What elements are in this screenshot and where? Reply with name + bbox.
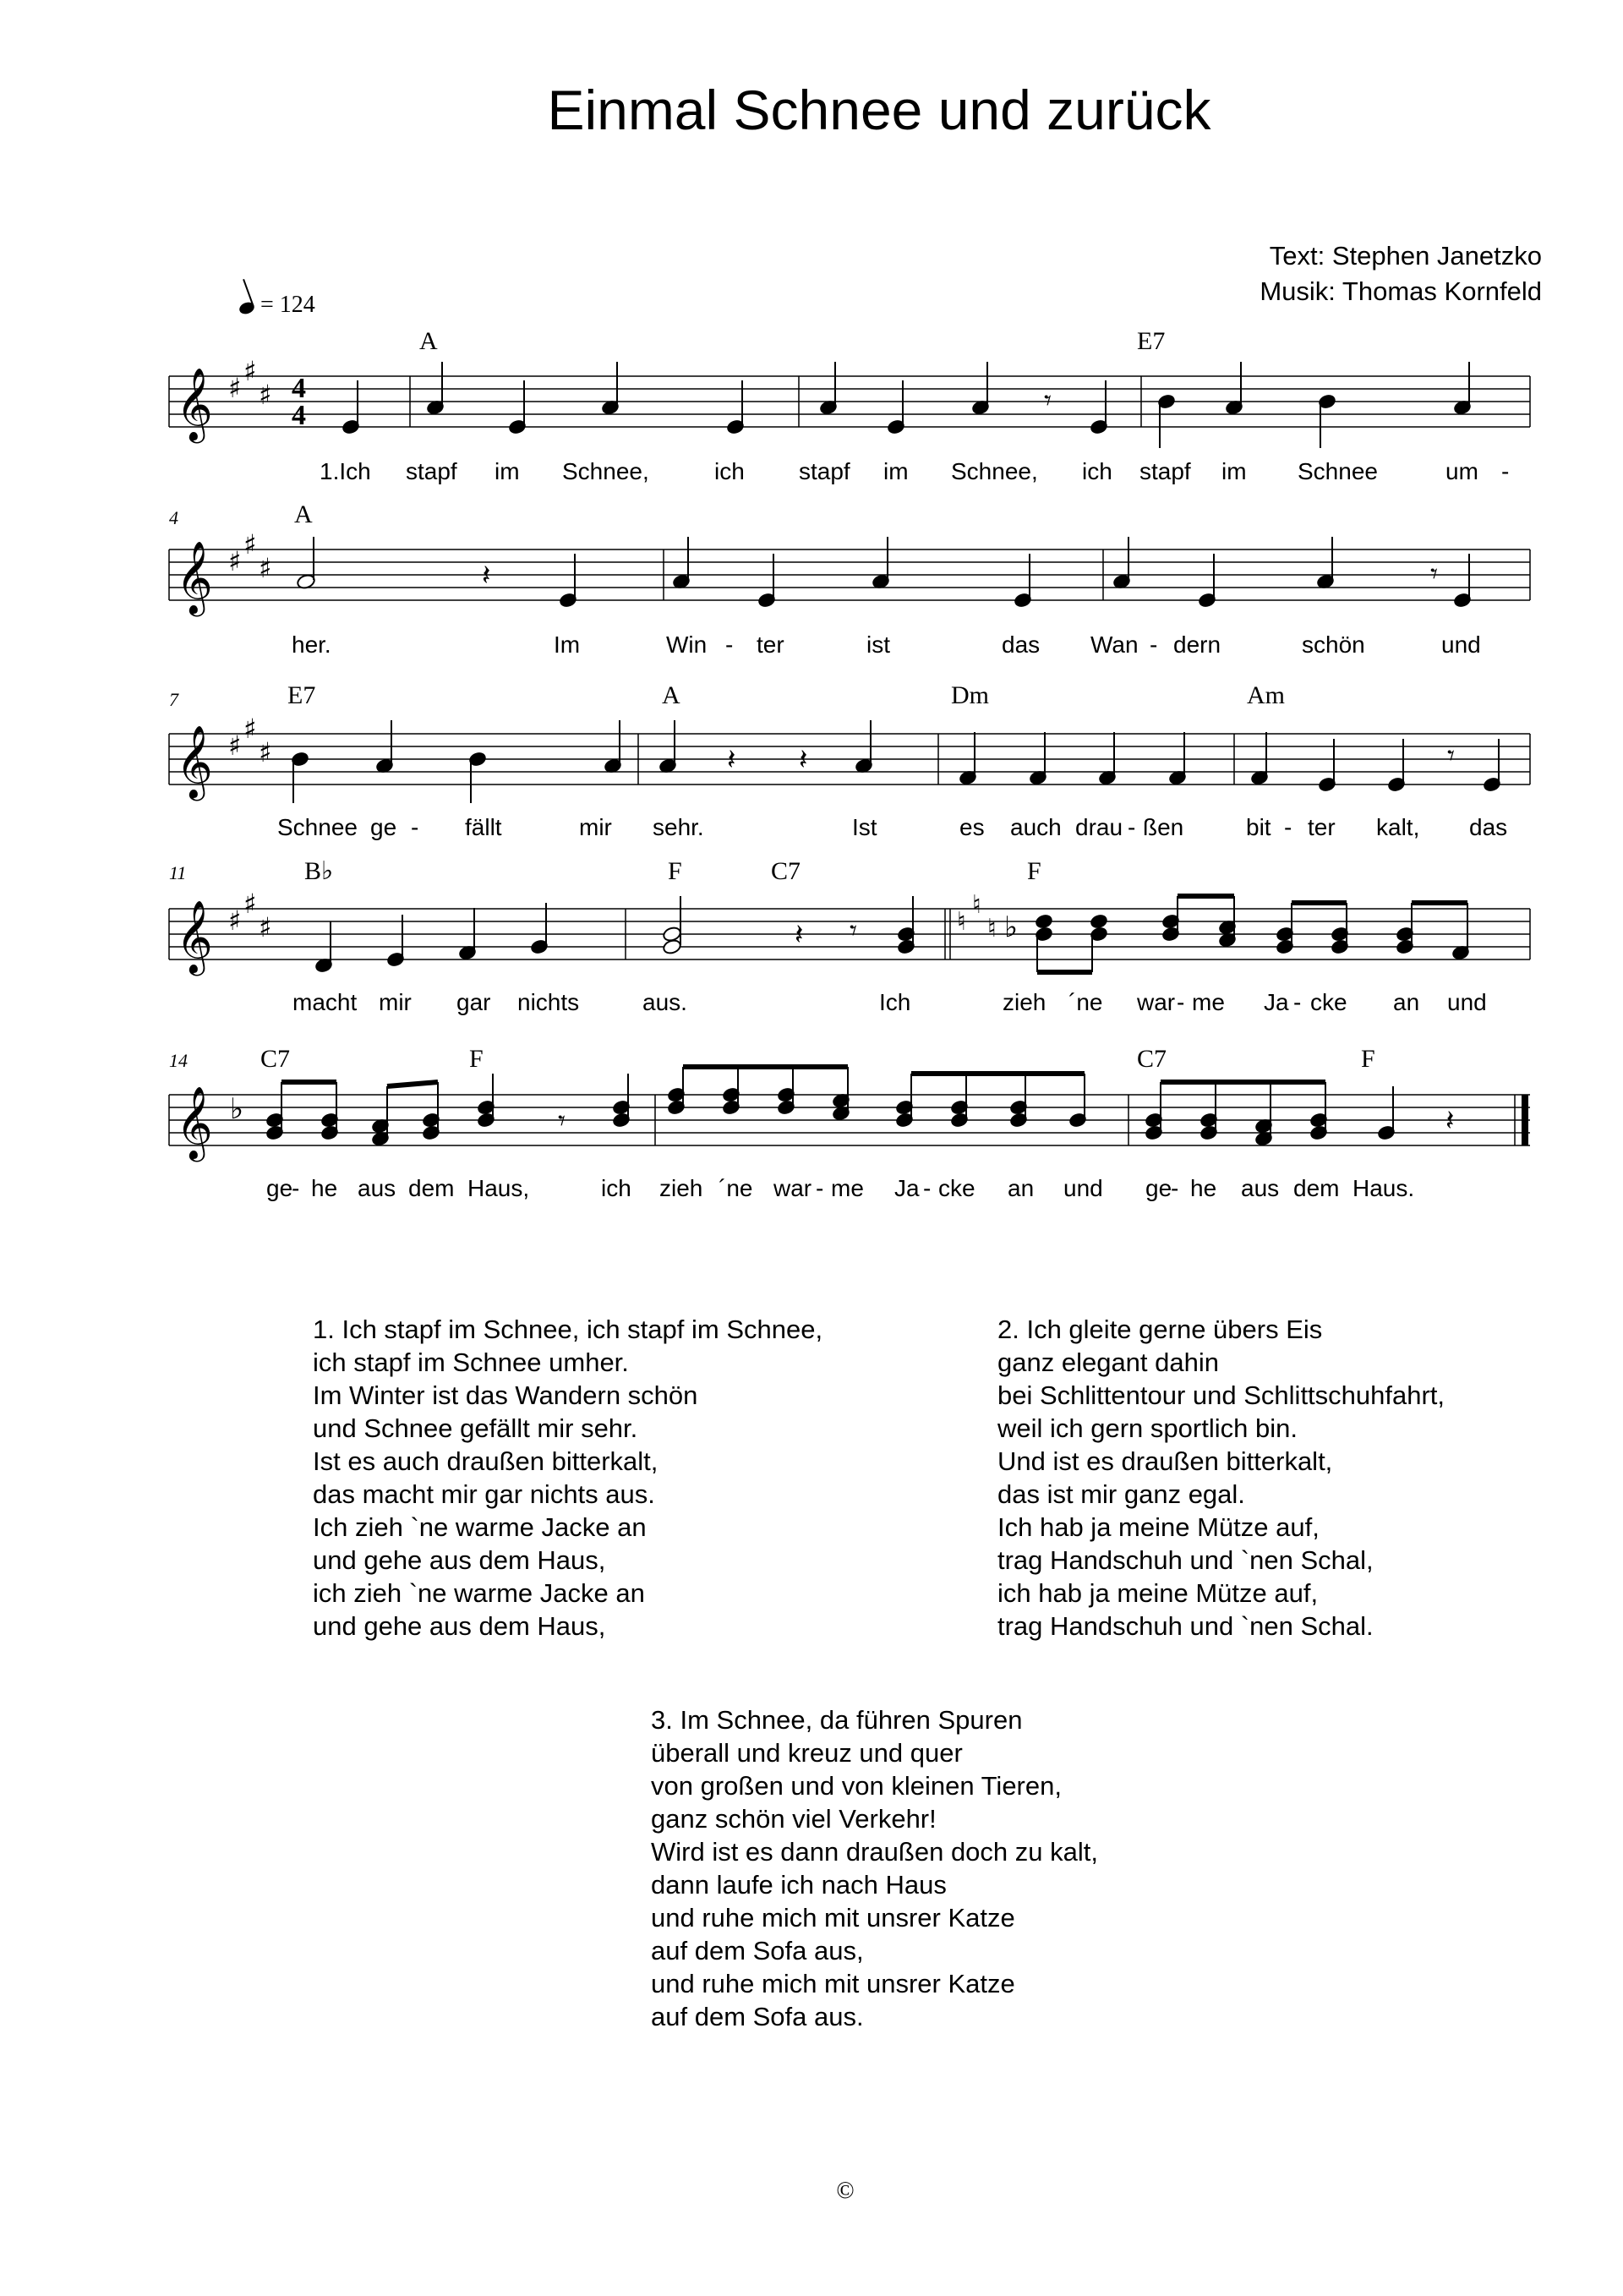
verse-line: ganz elegant dahin <box>997 1348 1220 1377</box>
verse-line: weil ich gern sportlich bin. <box>997 1413 1298 1443</box>
sharp-icon: ♯ <box>243 355 257 387</box>
lyric-syllable: Wan <box>1090 631 1139 658</box>
chord-symbol: A <box>419 327 438 355</box>
treble-clef-icon: 𝄞 <box>176 900 213 973</box>
verse-line: Im Winter ist das Wandern schön <box>313 1380 698 1410</box>
lyric-syllable: ter <box>757 631 784 658</box>
lyric-syllable: ´ne <box>719 1175 753 1201</box>
lyric-syllable: zieh <box>659 1175 703 1201</box>
lyric-syllable: nichts <box>517 989 580 1015</box>
lyric-syllable: me <box>1192 989 1225 1015</box>
song-title: Einmal Schnee und zurück <box>547 79 1211 141</box>
verse-line: 3. Im Schnee, da führen Spuren <box>651 1705 1023 1735</box>
lyric-syllable: dern <box>1173 631 1221 658</box>
chord-symbol: B♭ <box>304 857 334 885</box>
lyric-syllable: an <box>1008 1175 1035 1201</box>
lyric-syllable: me <box>831 1175 864 1201</box>
lyric-syllable: - <box>1150 631 1158 658</box>
lyric-syllable: stapf <box>1139 458 1191 484</box>
lyric-syllable: ge <box>370 814 397 840</box>
sharp-icon: ♯ <box>243 713 257 745</box>
lyric-syllable: auch <box>1010 814 1062 840</box>
lyric-syllable: ich <box>714 458 745 484</box>
lyric-syllable: dem <box>408 1175 455 1201</box>
verse-line: Und ist es draußen bitterkalt, <box>997 1446 1333 1476</box>
lyric-syllable: und <box>1063 1175 1103 1201</box>
lyric-syllable: kalt, <box>1376 814 1420 840</box>
quarter-rest-icon: 𝄽 <box>482 559 491 593</box>
eighth-rest-icon: 𝄾 <box>558 1104 566 1138</box>
eighth-rest-icon: 𝄾 <box>1447 739 1456 773</box>
eighth-rest-icon: 𝄾 <box>1044 384 1052 418</box>
lyric-syllable: Schnee, <box>562 458 649 484</box>
lyric-syllable: das <box>1002 631 1041 658</box>
bar-number: 4 <box>169 507 178 528</box>
chord-symbol: E7 <box>287 681 316 709</box>
eighth-rest-icon: 𝄾 <box>850 914 858 948</box>
lyric-syllable: cke <box>1310 989 1347 1015</box>
lyric-syllable: ter <box>1308 814 1336 840</box>
lyric-syllable: Haus. <box>1352 1175 1415 1201</box>
lyric-syllable: gar <box>456 989 491 1015</box>
chord-symbol: Dm <box>951 681 989 709</box>
lyric-syllable: 1.Ich <box>320 458 371 484</box>
staff-system-3 <box>169 734 1530 784</box>
lyric-syllable: stapf <box>799 458 850 484</box>
verse-line: trag Handschuh und `nen Schal. <box>997 1611 1374 1641</box>
eighth-rest-icon: 𝄾 <box>1430 557 1439 591</box>
verse-line: ich stapf im Schnee umher. <box>313 1348 629 1377</box>
verse-line: 1. Ich stapf im Schnee, ich stapf im Schnee, <box>313 1315 823 1344</box>
lyric-syllable: im <box>1221 458 1247 484</box>
time-signature-top: 4 <box>292 373 306 404</box>
flat-icon: ♭ <box>1004 910 1019 944</box>
lyric-syllable: ist <box>866 631 890 658</box>
lyrics-system-4 <box>292 989 1487 1015</box>
verse-line: bei Schlittentour und Schlittschuhfahrt, <box>997 1380 1445 1410</box>
treble-clef-icon: 𝄞 <box>176 1086 213 1159</box>
natural-icon: ♮ <box>987 914 997 943</box>
lyric-syllable: drau <box>1075 814 1123 840</box>
verse-line: ich hab ja meine Mütze auf, <box>997 1578 1319 1608</box>
lyric-syllable: Ist <box>852 814 877 840</box>
verse-line: und ruhe mich mit unsrer Katze <box>651 1969 1015 1998</box>
bar-number: 14 <box>169 1050 188 1071</box>
natural-icon: ♮ <box>957 907 966 937</box>
bar-number: 11 <box>169 862 187 883</box>
verse-line: überall und kreuz und quer <box>651 1738 963 1768</box>
verse-line: Ich hab ja meine Mütze auf, <box>997 1512 1320 1542</box>
sharp-icon: ♯ <box>228 905 242 937</box>
lyrics-system-1 <box>320 458 1509 484</box>
verse-1 <box>313 1313 822 1643</box>
chord-symbol: C7 <box>260 1045 291 1073</box>
lyric-syllable: es <box>959 814 985 840</box>
sharp-icon: ♯ <box>243 528 257 560</box>
lyric-syllable: mir <box>379 989 412 1015</box>
lyric-syllable: Ja <box>1264 989 1289 1015</box>
lyric-syllable: he <box>311 1175 338 1201</box>
lyric-syllable: - <box>816 1175 824 1201</box>
lyric-syllable: - <box>1171 1175 1179 1201</box>
lyric-syllable: mir <box>579 814 612 840</box>
sharp-icon: ♯ <box>228 545 242 577</box>
chord-symbol: C7 <box>1137 1045 1167 1073</box>
verse-line: und ruhe mich mit unsrer Katze <box>651 1903 1015 1932</box>
staff-system-2 <box>169 549 1530 600</box>
lyric-syllable: stapf <box>406 458 457 484</box>
lyric-syllable: Schnee, <box>951 458 1038 484</box>
verse-line: und Schnee gefällt mir sehr. <box>313 1413 638 1443</box>
chord-symbol: Am <box>1247 681 1285 709</box>
lyric-syllable: sehr. <box>653 814 704 840</box>
lyric-syllable: aus <box>358 1175 396 1201</box>
lyric-syllable: - <box>411 814 419 840</box>
verse-line: ganz schön viel Verkehr! <box>651 1804 937 1834</box>
rests <box>482 384 1455 1138</box>
lyric-syllable: her. <box>292 631 331 658</box>
sharp-icon: ♯ <box>228 730 242 762</box>
sharp-icon: ♯ <box>259 552 272 584</box>
time-signature-bottom: 4 <box>292 400 306 431</box>
lyric-syllable: - <box>1293 989 1302 1015</box>
verse-line: von großen und von kleinen Tieren, <box>651 1771 1062 1801</box>
lyric-syllable: und <box>1447 989 1487 1015</box>
sharp-icon: ♯ <box>259 736 272 768</box>
lyric-syllable: Schnee <box>277 814 358 840</box>
lyric-syllable: ´ne <box>1068 989 1103 1015</box>
verse-3 <box>651 1703 1098 2033</box>
lyric-syllable: dem <box>1293 1175 1340 1201</box>
sharp-icon: ♯ <box>228 372 242 404</box>
lyric-syllable: und <box>1441 631 1481 658</box>
lyrics-system-5 <box>266 1175 1414 1201</box>
lyric-syllable: ich <box>601 1175 631 1201</box>
lyric-syllable: um <box>1445 458 1478 484</box>
text-credit: Text: Stephen Janetzko <box>1269 241 1542 271</box>
chord-symbol: F <box>1361 1045 1375 1073</box>
lyric-syllable: war <box>773 1175 812 1201</box>
treble-clef-icon: 𝄞 <box>176 368 213 440</box>
verse-line: Wird ist es dann draußen doch zu kalt, <box>651 1837 1098 1867</box>
lyric-syllable: - <box>725 631 734 658</box>
lyric-syllable: - <box>1501 458 1510 484</box>
verse-line: und gehe aus dem Haus, <box>313 1611 606 1641</box>
lyric-syllable: - <box>1128 814 1136 840</box>
quarter-rest-icon: 𝄽 <box>799 743 808 777</box>
lyric-syllable: macht <box>292 989 358 1015</box>
lyric-syllable: Haus, <box>467 1175 530 1201</box>
lyric-syllable: - <box>292 1175 300 1201</box>
verse-line: Ich zieh `ne warme Jacke an <box>313 1512 647 1542</box>
sharp-icon: ♯ <box>259 911 272 943</box>
lyric-syllable: aus. <box>642 989 687 1015</box>
lyric-syllable: fällt <box>465 814 502 840</box>
lyric-syllable: im <box>495 458 520 484</box>
lyric-syllable: zieh <box>1003 989 1046 1015</box>
lyric-syllable: Ja <box>894 1175 920 1201</box>
treble-clef-icon: 𝄞 <box>176 725 213 798</box>
tempo-value: = 124 <box>260 292 315 318</box>
verse-line: und gehe aus dem Haus, <box>313 1545 606 1575</box>
chord-symbol: A <box>294 500 313 528</box>
lyric-syllable: ich <box>1082 458 1112 484</box>
lyric-syllable: - <box>923 1175 932 1201</box>
chord-symbol: F <box>1027 857 1041 885</box>
verse-line: das ist mir ganz egal. <box>997 1479 1245 1509</box>
lyric-syllable: Schnee <box>1298 458 1378 484</box>
music-credit: Musik: Thomas Kornfeld <box>1260 276 1542 306</box>
verse-line: dann laufe ich nach Haus <box>651 1870 947 1900</box>
lyric-syllable: bit <box>1246 814 1271 840</box>
quarter-rest-icon: 𝄽 <box>1445 1104 1455 1138</box>
lyric-syllable: schön <box>1302 631 1365 658</box>
lyric-syllable: im <box>883 458 909 484</box>
lyric-syllable: - <box>1284 814 1292 840</box>
lyric-syllable: an <box>1393 989 1420 1015</box>
lyric-syllable: he <box>1190 1175 1217 1201</box>
verse-line: auf dem Sofa aus, <box>651 1936 864 1965</box>
lyric-syllable: aus <box>1241 1175 1280 1201</box>
verse-line: das macht mir gar nichts aus. <box>313 1479 655 1509</box>
verse-line: auf dem Sofa aus. <box>651 2002 864 2031</box>
quarter-rest-icon: 𝄽 <box>727 743 736 777</box>
lyric-syllable: ge <box>1145 1175 1172 1201</box>
verse-line: 2. Ich gleite gerne übers Eis <box>997 1315 1323 1344</box>
verse-line: Ist es auch draußen bitterkalt, <box>313 1446 658 1476</box>
lyric-syllable: ßen <box>1143 814 1184 840</box>
verse-2 <box>997 1313 1445 1643</box>
natural-icon: ♮ <box>972 890 981 920</box>
lyrics-system-3 <box>277 814 1507 840</box>
lyric-syllable: ge <box>266 1175 293 1201</box>
chord-symbol: F <box>668 857 682 885</box>
flat-icon: ♭ <box>230 1092 244 1126</box>
lyric-syllable: das <box>1469 814 1508 840</box>
treble-clef-icon: 𝄞 <box>176 541 213 614</box>
sharp-icon: ♯ <box>243 888 257 920</box>
lyric-syllable: Win <box>666 631 708 658</box>
chord-symbol: E7 <box>1137 327 1166 355</box>
bar-number: 7 <box>169 689 178 710</box>
chord-symbol: A <box>662 681 680 709</box>
chord-symbol: F <box>469 1045 484 1073</box>
quarter-rest-icon: 𝄽 <box>795 918 804 952</box>
verse-line: ich zieh `ne warme Jacke an <box>313 1578 645 1608</box>
lyric-syllable: Ich <box>879 989 911 1015</box>
lyric-syllable: war <box>1137 989 1176 1015</box>
chord-symbol: C7 <box>771 857 801 885</box>
lyric-syllable: cke <box>938 1175 975 1201</box>
lyrics-system-2 <box>292 631 1481 658</box>
sharp-icon: ♯ <box>259 379 272 411</box>
copyright: © <box>836 2178 855 2204</box>
lyric-syllable: - <box>1177 989 1185 1015</box>
lyric-syllable: Im <box>554 631 581 658</box>
verse-line: trag Handschuh und `nen Schal, <box>997 1545 1374 1575</box>
